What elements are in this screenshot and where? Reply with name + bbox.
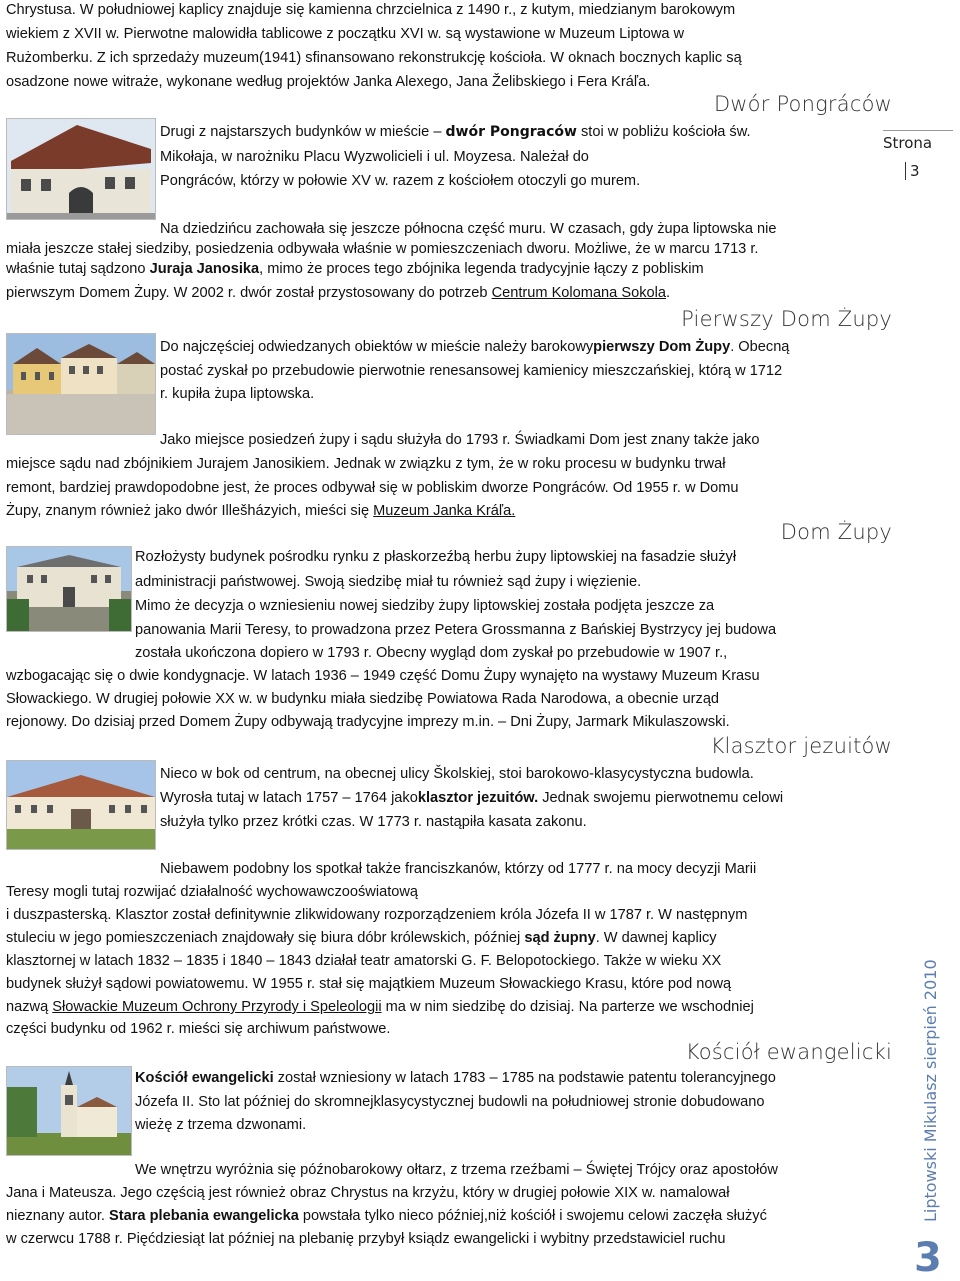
photo-dwor-pongracow [6, 118, 156, 220]
text-run: Żupy, znanym również jako dwór Illešházyich, mieści się [6, 503, 374, 519]
photo-kosciol-ewangelicki [6, 1066, 132, 1156]
body-line: służyła tylko przez krótki czas. W 1773 r. nastąpiła kasata zakonu. [160, 814, 587, 830]
text-run: Wyrosła tutaj w latach 1757 – 1764 jako [160, 790, 418, 806]
text-run: Do najczęściej odwiedzanych obiektów w mieście należy barokowy [160, 339, 594, 355]
body-line: Nieco w bok od centrum, na obecnej ulicy Školskiej, stoi barokowo-klasycystyczna budowla. [160, 766, 754, 782]
body-line: Józefa II. Sto lat później do skromnejklasycystycznej budowli na południowej stronie dobudowano [135, 1094, 765, 1110]
text-run: nieznany autor. [6, 1208, 110, 1224]
section-heading-pierwszy-dom: Pierwszy Dom Żupy [681, 307, 892, 331]
body-line [160, 335, 890, 359]
body-line: miejsce sądu nad zbójnikiem Jurajem Janosikiem. Jednak w związku z tym, że w roku procesu w budynku trwał [6, 456, 726, 472]
body-line [6, 1204, 767, 1228]
text-run: właśnie tutaj sądzono [6, 261, 150, 277]
body-line: miała jeszcze stałej siedziby, posiedzenia odbywała właśnie w pomieszczeniach dworu. Możliwe, że w marcu 1713 r. [6, 241, 759, 257]
body-line: w czerwcu 1788 r. Pięćdziesiąt lat później na plebanię przybył ksiądz ewangelicki i wybitny przedstawiciel ruchu [6, 1231, 726, 1247]
page-number: 3 [905, 162, 920, 180]
bold-kosciol-ewangelicki: Kościół ewangelicki [135, 1070, 274, 1086]
body-line: rejonowy. Do dzisiaj przed Domem Żupy odbywają tradycyjne imprezy m.in. – Dni Żupy, Jarmark Mikulaszowski. [6, 714, 730, 730]
photo-pierwszy-dom-zupy [6, 333, 156, 435]
text-run: stuleciu w jego pomieszczeniach znajdowały się biura dóbr królewskich, później [6, 930, 525, 946]
body-line [6, 499, 515, 523]
bold-stara-plebania: Stara plebania ewangelicka [109, 1208, 299, 1224]
bold-pierwszy-dom-zupy: pierwszy Dom Żupy [593, 339, 731, 355]
body-line: panowania Marii Teresy, to prowadzona przez Petera Grossmanna z Bańskiej Bystrzycy jej budowa [135, 622, 777, 638]
body-line [6, 257, 704, 281]
text-run: powstała tylko nieco później,niż kościół i swojemu celowi zaczęła służyć [298, 1208, 767, 1224]
page-label-rule [883, 130, 953, 131]
body-line: postać zyskał po przebudowie pierwotnie renesansowej kamienicy mieszczańskiej, którą w 1712 [160, 363, 783, 379]
bold-dwor-pongracow: dwór Pongraców [445, 124, 577, 140]
photo-klasztor-jezuitow [6, 760, 156, 850]
body-line: administracji państwowej. Swoją siedzibę miał tu również sąd żupy i więzienie. [135, 574, 642, 590]
body-line [6, 281, 670, 305]
body-line: wzbogacając się o dwie kondygnacje. W latach 1936 – 1949 część Domu Żupy wynajęto na wystawy Muzeum Krasu [6, 668, 760, 684]
text-run: . Obecną [730, 339, 790, 355]
body-line [160, 120, 880, 144]
body-line: r. kupiła żupa liptowska. [160, 386, 315, 402]
body-line: i duszpasterską. Klasztor został definitywnie zlikwidowany rozporządzeniem króla Józefa II w 1787 r. W następnym [6, 907, 748, 923]
body-line: wieżę z trzema dzwonami. [135, 1117, 307, 1133]
section-heading-kosciol: Kościół ewangelicki [685, 1040, 892, 1064]
section-heading-klasztor: Klasztor jezuitów [710, 734, 892, 758]
text-run: . W dawnej kaplicy [595, 930, 717, 946]
body-line: remont, bardziej prawdopodobne jest, że proces odbywał się w pobliskim dworze Pongráców. Od 1955 r. w Domu [6, 480, 739, 496]
text-run: pierwszym Domem Żupy. W 2002 r. dwór został przystosowany do potrzeb [6, 285, 492, 301]
photo-dom-zupy [6, 546, 132, 632]
body-line: Teresy mogli tutaj rozwijać działalność wychowawczooświatową [6, 884, 419, 900]
intro-line: osadzone nowe witraże, wykonane według projektów Janka Alexego, Jana Želibskiego i Fera Kráľa. [6, 74, 651, 90]
body-line: Na dziedzińcu zachowała się jeszcze północna część muru. W czasach, gdy żupa liptowska nie [160, 221, 777, 237]
link-slowackie-muzeum[interactable]: Słowackie Muzeum Ochrony Przyrody i Speleologii [52, 999, 382, 1015]
bold-juraj-janosik: Juraja Janosika [149, 261, 260, 277]
vertical-footer: Liptowski Mikulasz sierpień 2010 [921, 959, 940, 1222]
bold-sad-zupny: sąd żupny [524, 930, 596, 946]
body-line [135, 1066, 776, 1090]
bold-klasztor-jezuitow: klasztor jezuitów. [417, 790, 539, 806]
body-line: Pongráców, którzy w połowie XV w. razem z kościołem otoczyli go murem. [160, 173, 641, 189]
body-line: We wnętrzu wyróżnia się późnobarokowy ołtarz, z trzema rzeźbami – Świętej Trójcy oraz apostołów [135, 1162, 778, 1178]
body-line [6, 995, 754, 1019]
body-line: została ukończona dopiero w 1793 r. Obecny wygląd dom zyskał po przebudowie w 1907 r., [135, 645, 728, 661]
body-line: Niebawem podobny los spotkał także franciszkanów, którzy od 1777 r. na mocy decyzji Marii [160, 861, 757, 877]
text-run: . [665, 285, 671, 301]
body-line: Słowackiego. W drugiej połowie XX w. w budynku miała siedzibę Powiatowa Rada Narodowa, a obecnie urząd [6, 691, 720, 707]
text-run: ma w nim siedzibę do dzisiaj. Na parterze we wschodniej [381, 999, 754, 1015]
strona-label: Strona [883, 134, 933, 152]
intro-line: Rużomberku. Z ich sprzedaży muzeum(1941) sfinansowano rekonstrukcję kościoła. W oknach bocznych kaplic są [6, 50, 742, 66]
intro-line: wiekiem z XVII w. Pierwotne malowidła tablicowe z początku XVI w. są wystawione w Muzeum Liptowa w [6, 26, 685, 42]
footer-big-number: 3 [914, 1235, 942, 1281]
body-line: Mikołaja, w narożniku Placu Wyzwolicieli i ul. Moyzesa. Należał do [160, 149, 589, 165]
text-run: nazwą [6, 999, 53, 1015]
link-centrum-kolomana-sokola[interactable]: Centrum Kolomana Sokola [491, 285, 666, 301]
section-heading-dom-zupy: Dom Żupy [780, 520, 892, 544]
link-muzeum-janka-krala[interactable]: Muzeum Janka Kráľa. [373, 503, 516, 519]
body-line: budynek służył sądowi powiatowemu. W 1955 r. stał się majątkiem Muzeum Słowackiego Krasu, które pod nową [6, 976, 732, 992]
body-line: Mimo że decyzja o wzniesieniu nowej siedziby żupy liptowskiej została podjęta jeszcze za [135, 598, 715, 614]
body-line: Jana i Mateusza. Jego częścią jest również obraz Chrystus na krzyżu, który w drugiej połowie XIX w. namalował [6, 1185, 730, 1201]
text-run: został wzniesiony w latach 1783 – 1785 na podstawie patentu tolerancyjnego [273, 1070, 776, 1086]
text-run: , mimo że proces tego zbójnika legenda tradycyjnie łączy z pobliskim [259, 261, 704, 277]
text-run: Drugi z najstarszych budynków w mieście – [160, 124, 446, 140]
body-line [160, 786, 783, 810]
body-line: części budynku od 1962 r. mieści się archiwum państwowe. [6, 1021, 391, 1037]
body-line [6, 926, 717, 950]
body-line: Rozłożysty budynek pośrodku rynku z płaskorzeźbą herbu żupy liptowskiej na fasadzie służył [135, 549, 737, 565]
intro-line: Chrystusa. W południowej kaplicy znajduje się kamienna chrzcielnica z 1490 r., z kutym, miedzianym barokowym [6, 2, 736, 18]
section-heading-dwor: Dwór Pongráców [713, 92, 892, 116]
text-run: Jednak swojemu pierwotnemu celowi [538, 790, 784, 806]
body-line: Jako miejsce posiedzeń żupy i sądu służyła do 1793 r. Świadkami Dom jest znany także jako [160, 432, 760, 448]
body-line: klasztornej w latach 1832 – 1835 i 1840 – 1843 działał teatr amatorski G. F. Belopotockiego. Także w wieku XX [6, 953, 722, 969]
text-run: stoi w pobliżu kościoła św. [576, 124, 751, 140]
